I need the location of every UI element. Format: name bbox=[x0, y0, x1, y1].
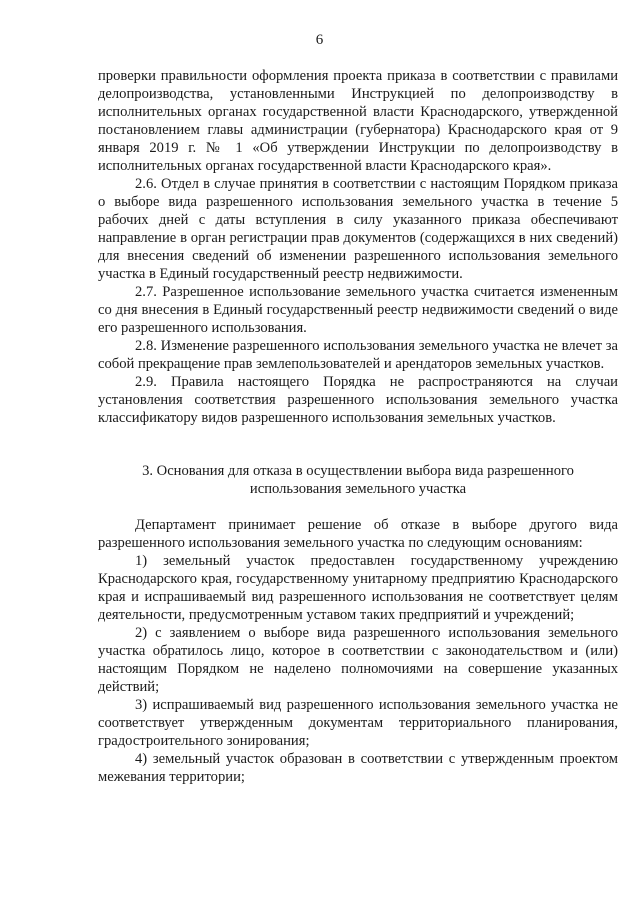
list-item-2: 2) с заявлением о выборе вида разрешенного использования земельного участка обратилось лицо, которое в соответствии с законодательством и (или) настоящим Порядком не наделено полномочиями на совершение указанных действий; bbox=[98, 625, 618, 695]
paragraph-2-9: 2.9. Правила настоящего Порядка не распространяются на случаи установления соответствия разрешенного использования земельного участка классификатору видов разрешенного использования земельных участков. bbox=[98, 374, 618, 426]
section-heading-line2: использования земельного участка bbox=[249, 481, 467, 497]
paragraph-continuation: проверки правильности оформления проекта приказа в соответствии с правилами делопроизводства, установленными Инструкцией по делопроизводству в исполнительных органах государственной власти Краснодарского, утвержденной постановлением главы администрации (губернатора) Краснодарского края от 9 января 2019 г. № 1 «Об утверждении Инструкции по делопроизводству в исполнительных органах государственной власти Краснодарского края». bbox=[98, 68, 618, 174]
list-item-4: 4) земельный участок образован в соответствии с утвержденным проектом межевания территории; bbox=[98, 751, 618, 785]
page-number: 6 bbox=[315, 32, 324, 48]
document-body bbox=[98, 67, 618, 786]
section-heading-line1: 3. Основания для отказа в осуществлении выбора вида разрешенного bbox=[142, 463, 574, 479]
paragraph-intro: Департамент принимает решение об отказе в выборе другого вида разрешенного использования земельного участка по следующим основаниям: bbox=[98, 517, 618, 551]
list-item-1: 1) земельный участок предоставлен государственному учреждению Краснодарского края, государственному унитарному предприятию Краснодарского края и испрашиваемый вид разрешенного использования не соответствует целям деятельности, предусмотренным уставом таких предприятий и учреждений; bbox=[98, 553, 618, 623]
paragraph-2-7: 2.7. Разрешенное использование земельного участка считается измененным со дня внесения в Единый государственный реестр недвижимости сведений о виде его разрешенного использования. bbox=[98, 284, 618, 336]
paragraph-2-6: 2.6. Отдел в случае принятия в соответствии с настоящим Порядком приказа о выборе вида разрешенного использования земельного участка в течение 5 рабочих дней с даты вступления в силу указанного приказа обеспечивают направление в орган регистрации прав документов (содержащихся в них сведений) для внесения сведений об изменении разрешенного использования земельного участка в Единый государственный реестр недвижимости. bbox=[98, 176, 618, 282]
section-3-heading bbox=[98, 462, 618, 498]
paragraph-2-8: 2.8. Изменение разрешенного использования земельного участка не влечет за собой прекращение прав землепользователей и арендаторов земельных участков. bbox=[98, 338, 618, 372]
list-item-3: 3) испрашиваемый вид разрешенного использования земельного участка не соответствует утвержденным документам территориального планирования, градостроительного зонирования; bbox=[98, 697, 618, 749]
